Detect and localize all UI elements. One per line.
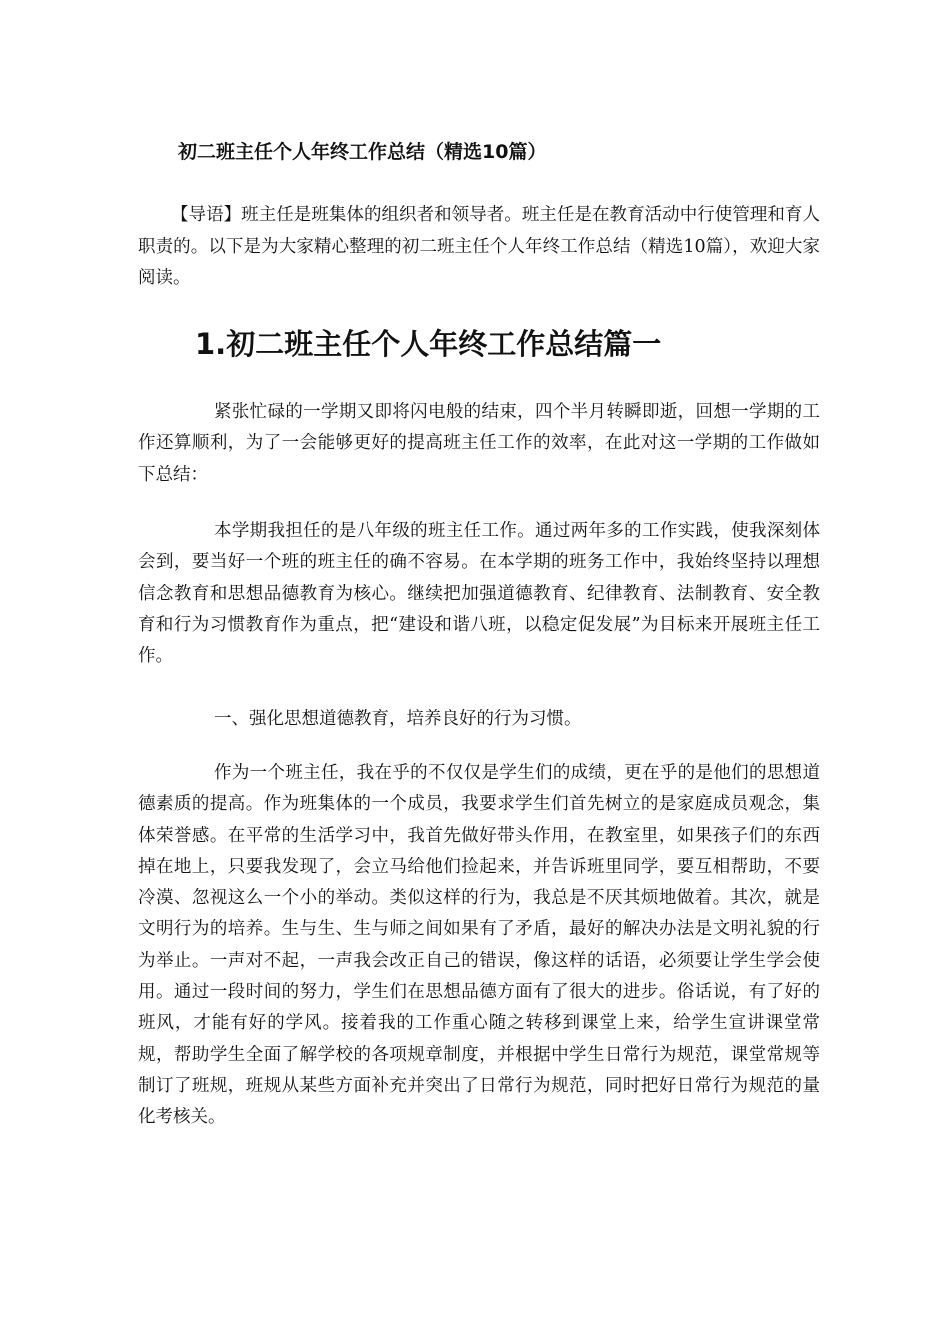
body-paragraph: 紧张忙碌的一学期又即将闪电般的结束，四个半月转瞬即逝，回想一学期的工作还算顺利，为了一会能够更好的提高班主任工作的效率，在此对这一学期的工作做如下总结： xyxy=(138,402,820,485)
subsection-heading: 一、强化思想道德教育，培养良好的行为习惯。 xyxy=(214,709,582,729)
body-paragraph: 本学期我担任的是八年级的班主任工作。通过两年多的工作实践，使我深刻体会到，要当好一个班的班主任的确不容易。在本学期的班务工作中，我始终坚持以理想信念教育和思想品德教育为核心。继续把加强道德教育、纪律教育、法制教育、安全教育和行为习惯教育作为重点，把“建设和谐八班，以稳定促发展”为目标来开展班主任工作。 xyxy=(138,521,820,667)
section-heading: 1.初二班主任个人年终工作总结篇一 xyxy=(195,327,662,361)
body-paragraph: 作为一个班主任，我在乎的不仅仅是学生们的成绩，更在乎的是他们的思想道德素质的提高。作为班集体的一个成员，我要求学生们首先树立的是家庭成员观念，集体荣誉感。在平常的生活学习中，我首先做好带头作用，在教室里，如果孩子们的东西掉在地上，只要我发现了，会立马给他们捡起来，并告诉班里同学，要互相帮助，不要冷漠、忽视这么一个小的举动。类似这样的行为，我总是不厌其烦地做着。其次，就是文明行为的培养。生与生、生与师之间如果有了矛盾，最好的解决办法是文明礼貌的行为举止。一声对不起，一声我会改正自己的错误，像这样的话语，必须要让学生学会使用。通过一段时间的努力，学生们在思想品德方面有了很大的进步。俗话说，有了好的班风，才能有好的学风。接着我的工作重心随之转移到课堂上来，给学生宣讲课堂常规，帮助学生全面了解学校的各项规章制度，并根据中学生日常行为规范，课堂常规等制订了班规，班规从某些方面补充并突出了日常行为规范，同时把好日常行为规范的量化考核关。 xyxy=(138,763,820,1128)
document-title: 初二班主任个人年终工作总结（精选10篇） xyxy=(178,141,547,163)
intro-paragraph: 【导语】班主任是班集体的组织者和领导者。班主任是在教育活动中行使管理和育人职责的。以下是为大家精心整理的初二班主任个人年终工作总结（精选10篇），欢迎大家阅读。 xyxy=(138,205,820,288)
